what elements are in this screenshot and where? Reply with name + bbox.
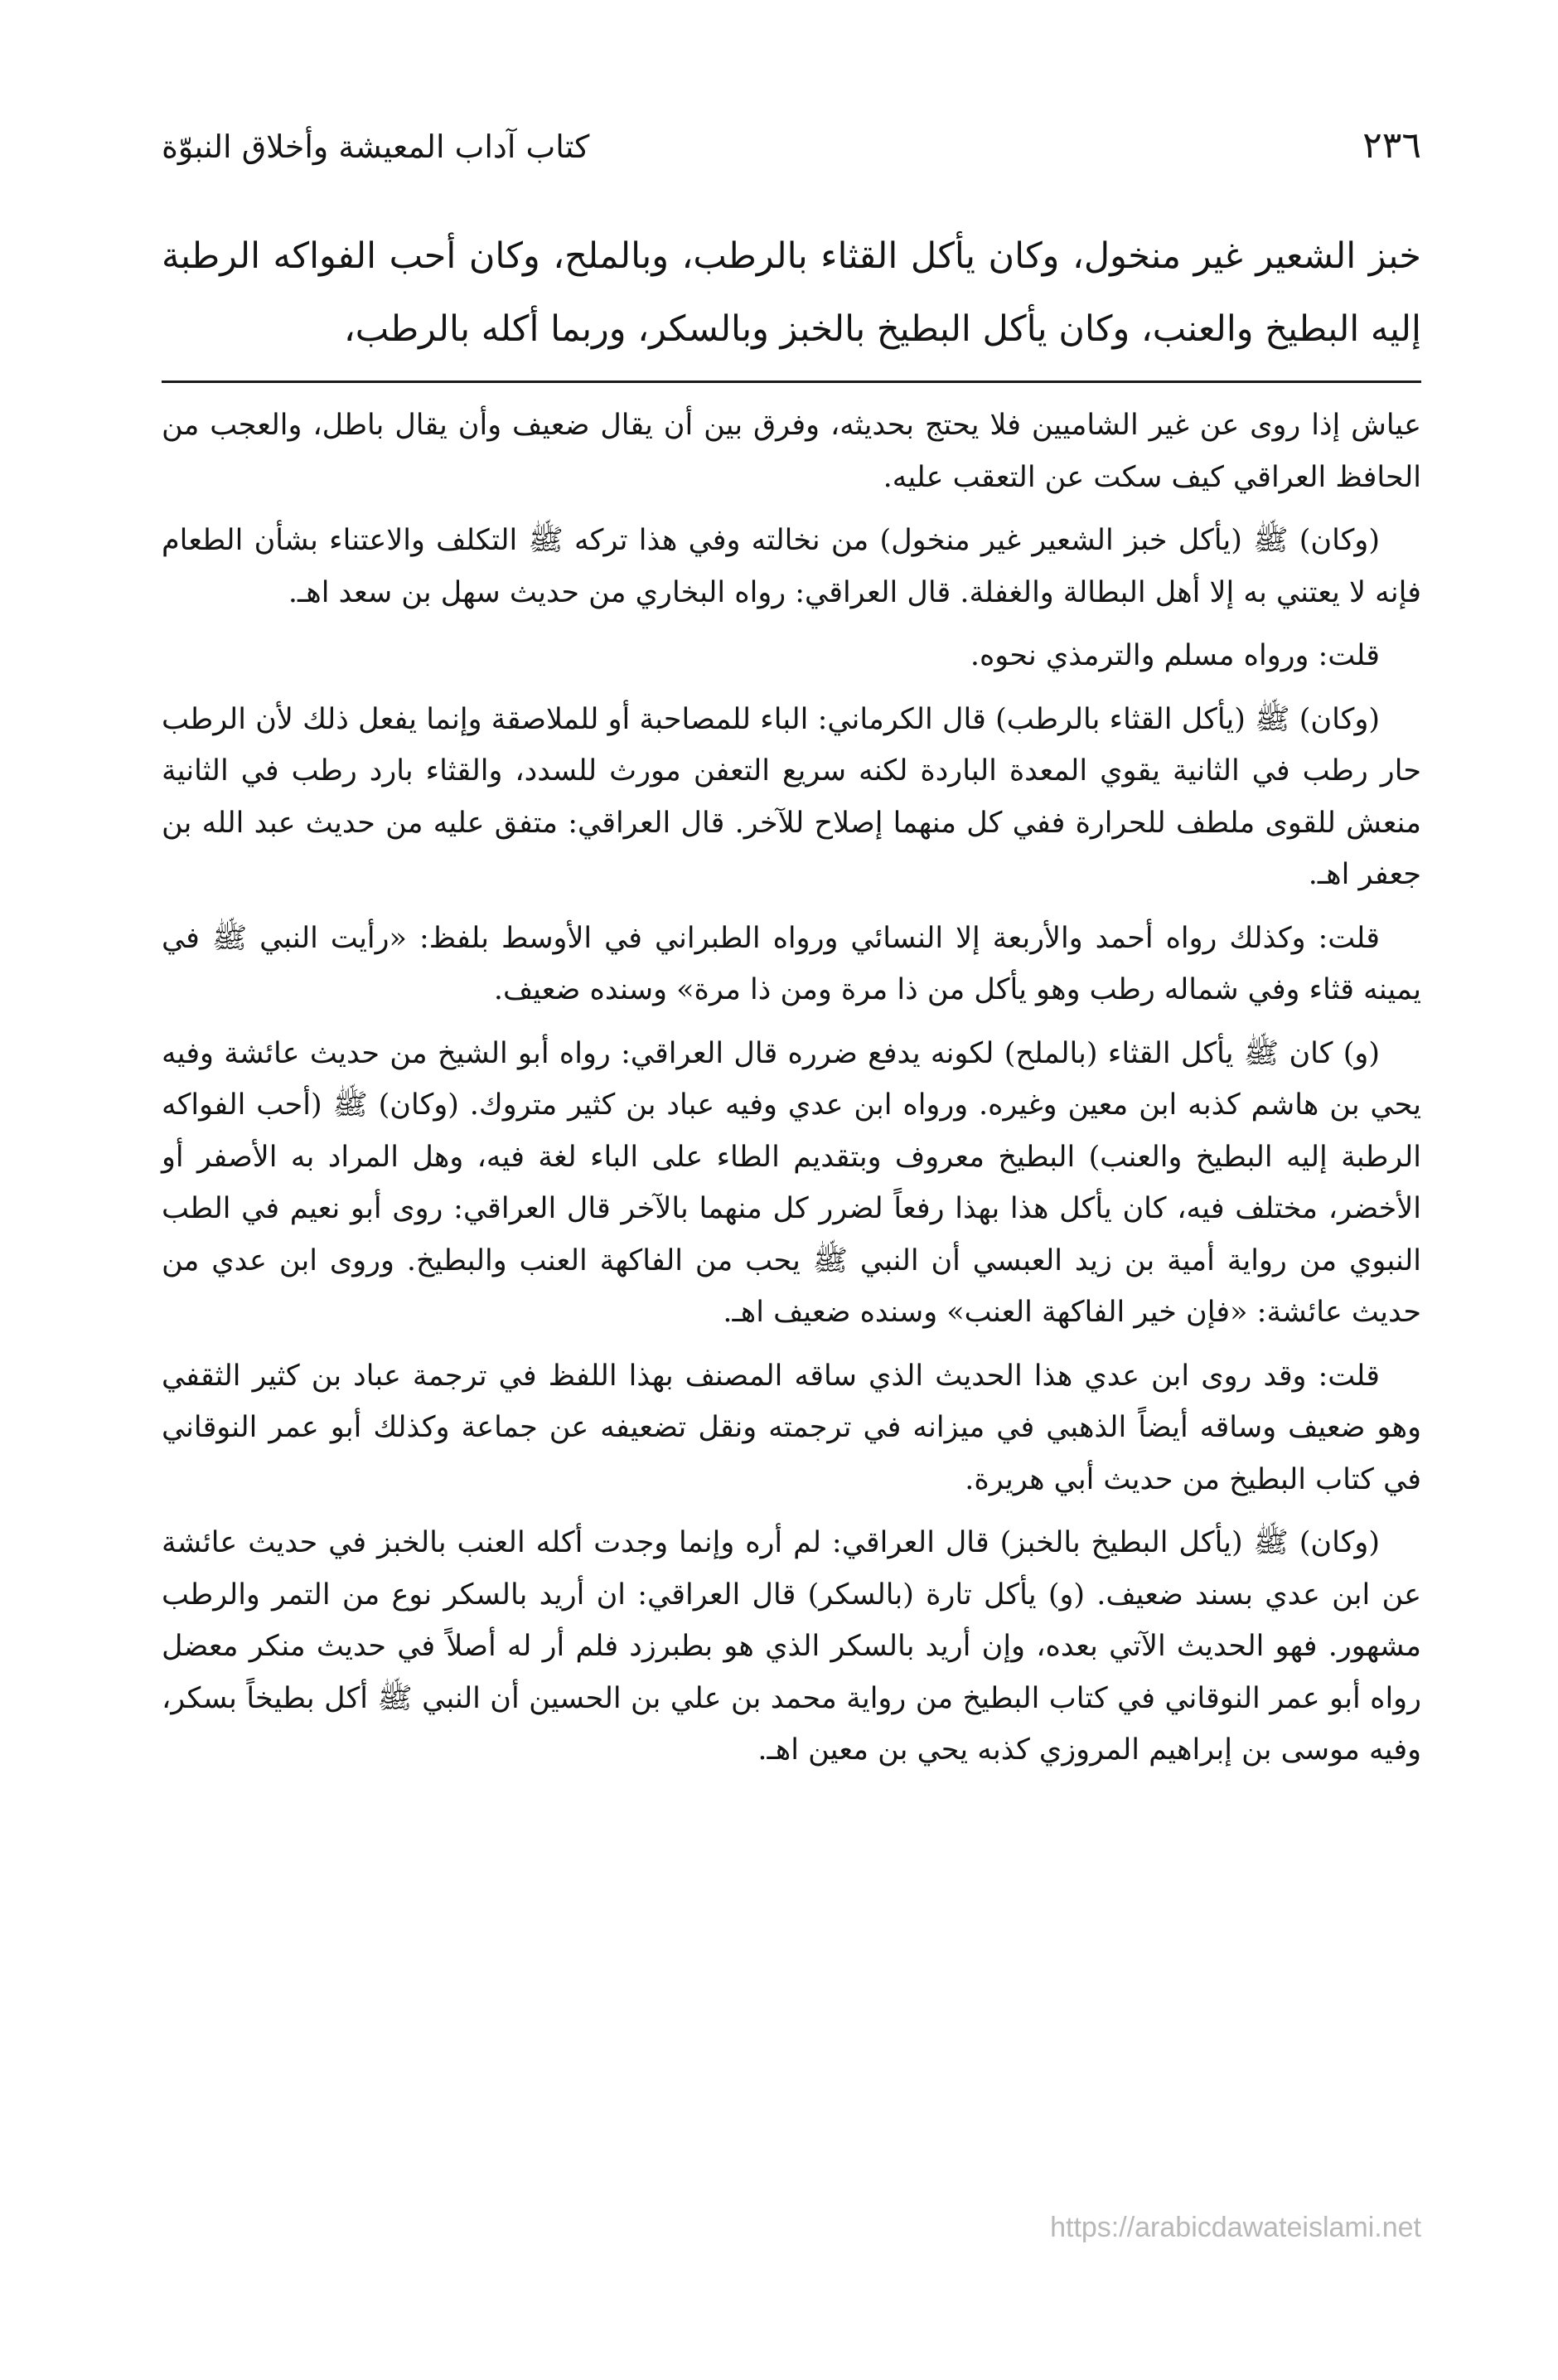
commentary-paragraph: عياش إذا روى عن غير الشاميين فلا يحتج بحديثه، وفرق بين أن يقال ضعيف وأن يقال باطل، والعجب من الحافظ العراقي كيف سكت عن التعقب عليه. bbox=[162, 409, 1421, 494]
divider-rule bbox=[162, 381, 1421, 383]
page-number: ٢٣٦ bbox=[1362, 124, 1421, 167]
commentary-paragraph: (وكان) ﷺ (يأكل البطيخ بالخبز) قال العراقي: لم أره وإنما وجدت أكله العنب بالخبز في حديث عائشة عن ابن عدي بسند ضعيف. (و) يأكل تارة (بالسكر) قال العراقي: ان أريد بالسكر نوع من التمر والرطب مشهور. فهو الحديث الآتي بعده، وإن أريد بالسكر الذي هو بطبرزد فلم أر له أصلاً في حديث منكر معضل رواه أبو عمر النوقاني في كتاب البطيخ من رواية محمد بن علي بن الحسين أن النبي ﷺ أكل بطيخاً بسكر، وفيه موسى بن إبراهيم المروزي كذبه يحي بن معين اهـ. bbox=[162, 1526, 1421, 1767]
commentary-paragraph: قلت: ورواه مسلم والترمذي نحوه. bbox=[970, 639, 1380, 672]
commentary-paragraph: (و) كان ﷺ يأكل القثاء (بالملح) لكونه يدفع ضرره قال العراقي: رواه أبو الشيخ من حديث عائشة وفيه يحي بن هاشم كذبه ابن معين وغيره. ورواه ابن عدي وفيه عباد بن كثير متروك. (وكان) ﷺ (أحب الفواكه الرطبة إليه البطيخ والعنب) البطيخ معروف وبتقديم الطاء على الباء لغة فيه، وهل المراد به الأصفر أو الأخضر، مختلف فيه، كان يأكل هذا بهذا رفعاً لضرر كل منهما بالآخر قال العراقي: روى أبو نعيم في الطب النبوي من رواية أمية بن زيد العبسي أن النبي ﷺ يحب من الفاكهة العنب والبطيخ. وروى ابن عدي من حديث عائشة: «فإن خير الفاكهة العنب» وسنده ضعيف اهـ. bbox=[162, 1036, 1421, 1329]
commentary-paragraph: قلت: وكذلك رواه أحمد والأربعة إلا النسائي ورواه الطبراني في الأوسط بلفظ: «رأيت النبي ﷺ في يمينه قثاء وفي شماله رطب وهو يأكل من ذا مرة ومن ذا مرة» وسنده ضعيف. bbox=[162, 921, 1421, 1006]
main-text: خبز الشعير غير منخول، وكان يأكل القثاء بالرطب، وبالملح، وكان أحب الفواكه الرطبة إليه البطيخ والعنب، وكان يأكل البطيخ بالخبز وبالسكر، وربما أكله بالرطب، bbox=[162, 235, 1421, 350]
commentary-paragraph: (وكان) ﷺ (يأكل القثاء بالرطب) قال الكرماني: الباء للمصاحبة أو للملاصقة وإنما يفعل ذلك لأن الرطب حار رطب في الثانية يقوي المعدة الباردة لكنه سريع التعفن مورث للسدد، والقثاء بارد رطب في الثانية منعش للقوى ملطف للحرارة ففي كل منهما إصلاح للآخر. قال العراقي: متفق عليه من حديث عبد الله بن جعفر اهـ. bbox=[162, 702, 1421, 891]
page-header bbox=[162, 124, 1421, 191]
commentary-paragraph: قلت: وقد روى ابن عدي هذا الحديث الذي ساقه المصنف بهذا اللفظ في ترجمة عباد بن كثير الثقفي وهو ضعيف وساقه أيضاً الذهبي في ميزانه في ترجمته ونقل تضعيفه عن جماعة وكذلك أبو عمر النوقاني في كتاب البطيخ من حديث أبي هريرة. bbox=[162, 1359, 1421, 1496]
book-title: كتاب آداب المعيشة وأخلاق النبوّة bbox=[162, 128, 590, 165]
watermark-url: https://arabicdawateislami.net bbox=[1050, 2212, 1421, 2243]
book-page bbox=[162, 124, 1421, 1788]
commentary bbox=[162, 400, 1421, 1777]
commentary-paragraph: (وكان) ﷺ (يأكل خبز الشعير غير منخول) من نخالته وفي هذا تركه ﷺ التكلف والاعتناء بشأن الطعام فإنه لا يعتني به إلا أهل البطالة والغفلة. قال العراقي: رواه البخاري من حديث سهل بن سعد اهـ. bbox=[162, 524, 1421, 609]
